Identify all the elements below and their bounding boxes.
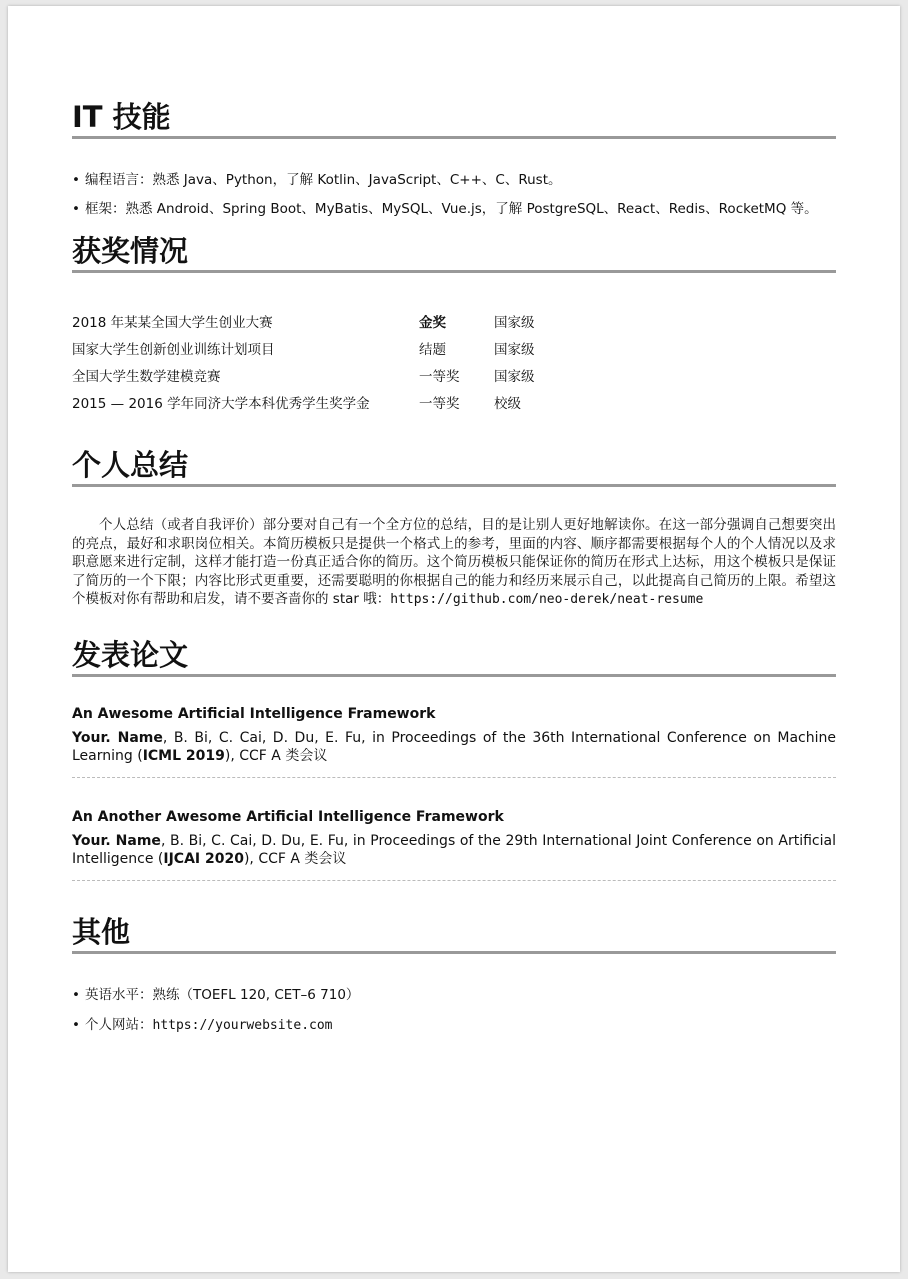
publication-authors: Your. Name, B. Bi, C. Cai, D. Du, E. Fu, in Proceedings of the 29th International Joint Conference on Artificial Intelligence (IJCAI 2020), CCF A 类会议 (72, 833, 836, 867)
publication-author-self: Your. Name (72, 833, 161, 849)
publication-item (72, 705, 836, 765)
summary-text: 个人总结（或者自我评价）部分要对自己有一个全方位的总结，目的是让别人更好地解读你。在这一部分强调自己想要突出的亮点，最好和求职岗位相关。本简历模板只是提供一个格式上的参考，里面的内容、顺序都需要根据每个人的个人情况以及求职意愿来进行定制，这样才能打造一份真正适合你的简历。这个简历模板只能保证你的简历在形式上达标，用这个模板只是保证了简历的一个下限；内容比形式更重要，还需要聪明的你根据自己的能力和经历来展示自己，以此提高自己简历的上限。希望这个模板对你有帮助和启发，请不要吝啬你的 star 哦： (72, 517, 836, 607)
section-title-awards: 获奖情况 (72, 234, 836, 273)
award-name: 2018 年某某全国大学生创业大赛 (72, 315, 273, 331)
summary-link[interactable]: https://github.com/neo-derek/neat-resume (390, 592, 704, 607)
website-link[interactable]: https://yourwebsite.com (152, 1018, 333, 1033)
section-title-other: 其他 (72, 915, 836, 954)
publication-divider (72, 777, 836, 778)
award-prize: 金奖 (419, 315, 446, 331)
award-name: 2015 — 2016 学年同济大学本科优秀学生奖学金 (72, 396, 370, 412)
award-prize: 结题 (419, 342, 446, 358)
bullet-icon: • (72, 172, 80, 188)
award-level: 国家级 (494, 369, 535, 385)
publication-item (72, 808, 836, 868)
section-title-skills: IT 技能 (72, 100, 836, 139)
publication-author-self: Your. Name (72, 730, 163, 746)
award-level: 校级 (494, 396, 521, 412)
section-title-summary: 个人总结 (72, 448, 836, 487)
award-level: 国家级 (494, 315, 535, 331)
publication-venue: IJCAI 2020 (163, 851, 244, 867)
bullet-icon: • (72, 987, 80, 1003)
publication-venue: ICML 2019 (142, 748, 225, 764)
resume-page (8, 6, 900, 1272)
other-item-website: • 个人网站：https://yourwebsite.com (72, 1017, 333, 1033)
section-title-publications: 发表论文 (72, 638, 836, 677)
skill-item-languages: • 编程语言：熟悉 Java、Python，了解 Kotlin、JavaScript、C++、C、Rust。 (72, 172, 562, 188)
other-item-english: • 英语水平：熟练（TOEFL 120, CET–6 710） (72, 987, 360, 1003)
publication-title: An Awesome Artificial Intelligence Framework (72, 706, 436, 722)
publication-divider (72, 880, 836, 881)
award-name: 全国大学生数学建模竞赛 (72, 369, 221, 385)
skill-item-frameworks: • 框架：熟悉 Android、Spring Boot、MyBatis、MySQL、Vue.js，了解 PostgreSQL、React、Redis、RocketMQ 等。 (72, 201, 818, 217)
publication-title: An Another Awesome Artificial Intelligence Framework (72, 809, 504, 825)
award-level: 国家级 (494, 342, 535, 358)
publication-authors: Your. Name, B. Bi, C. Cai, D. Du, E. Fu, in Proceedings of the 36th International Conference on Machine Learning (ICML 2019), CCF A 类会议 (72, 730, 836, 764)
bullet-icon: • (72, 201, 80, 217)
summary-paragraph (72, 516, 836, 610)
bullet-icon: • (72, 1017, 80, 1033)
award-prize: 一等奖 (419, 369, 460, 385)
award-prize: 一等奖 (419, 396, 460, 412)
award-name: 国家大学生创新创业训练计划项目 (72, 342, 275, 358)
